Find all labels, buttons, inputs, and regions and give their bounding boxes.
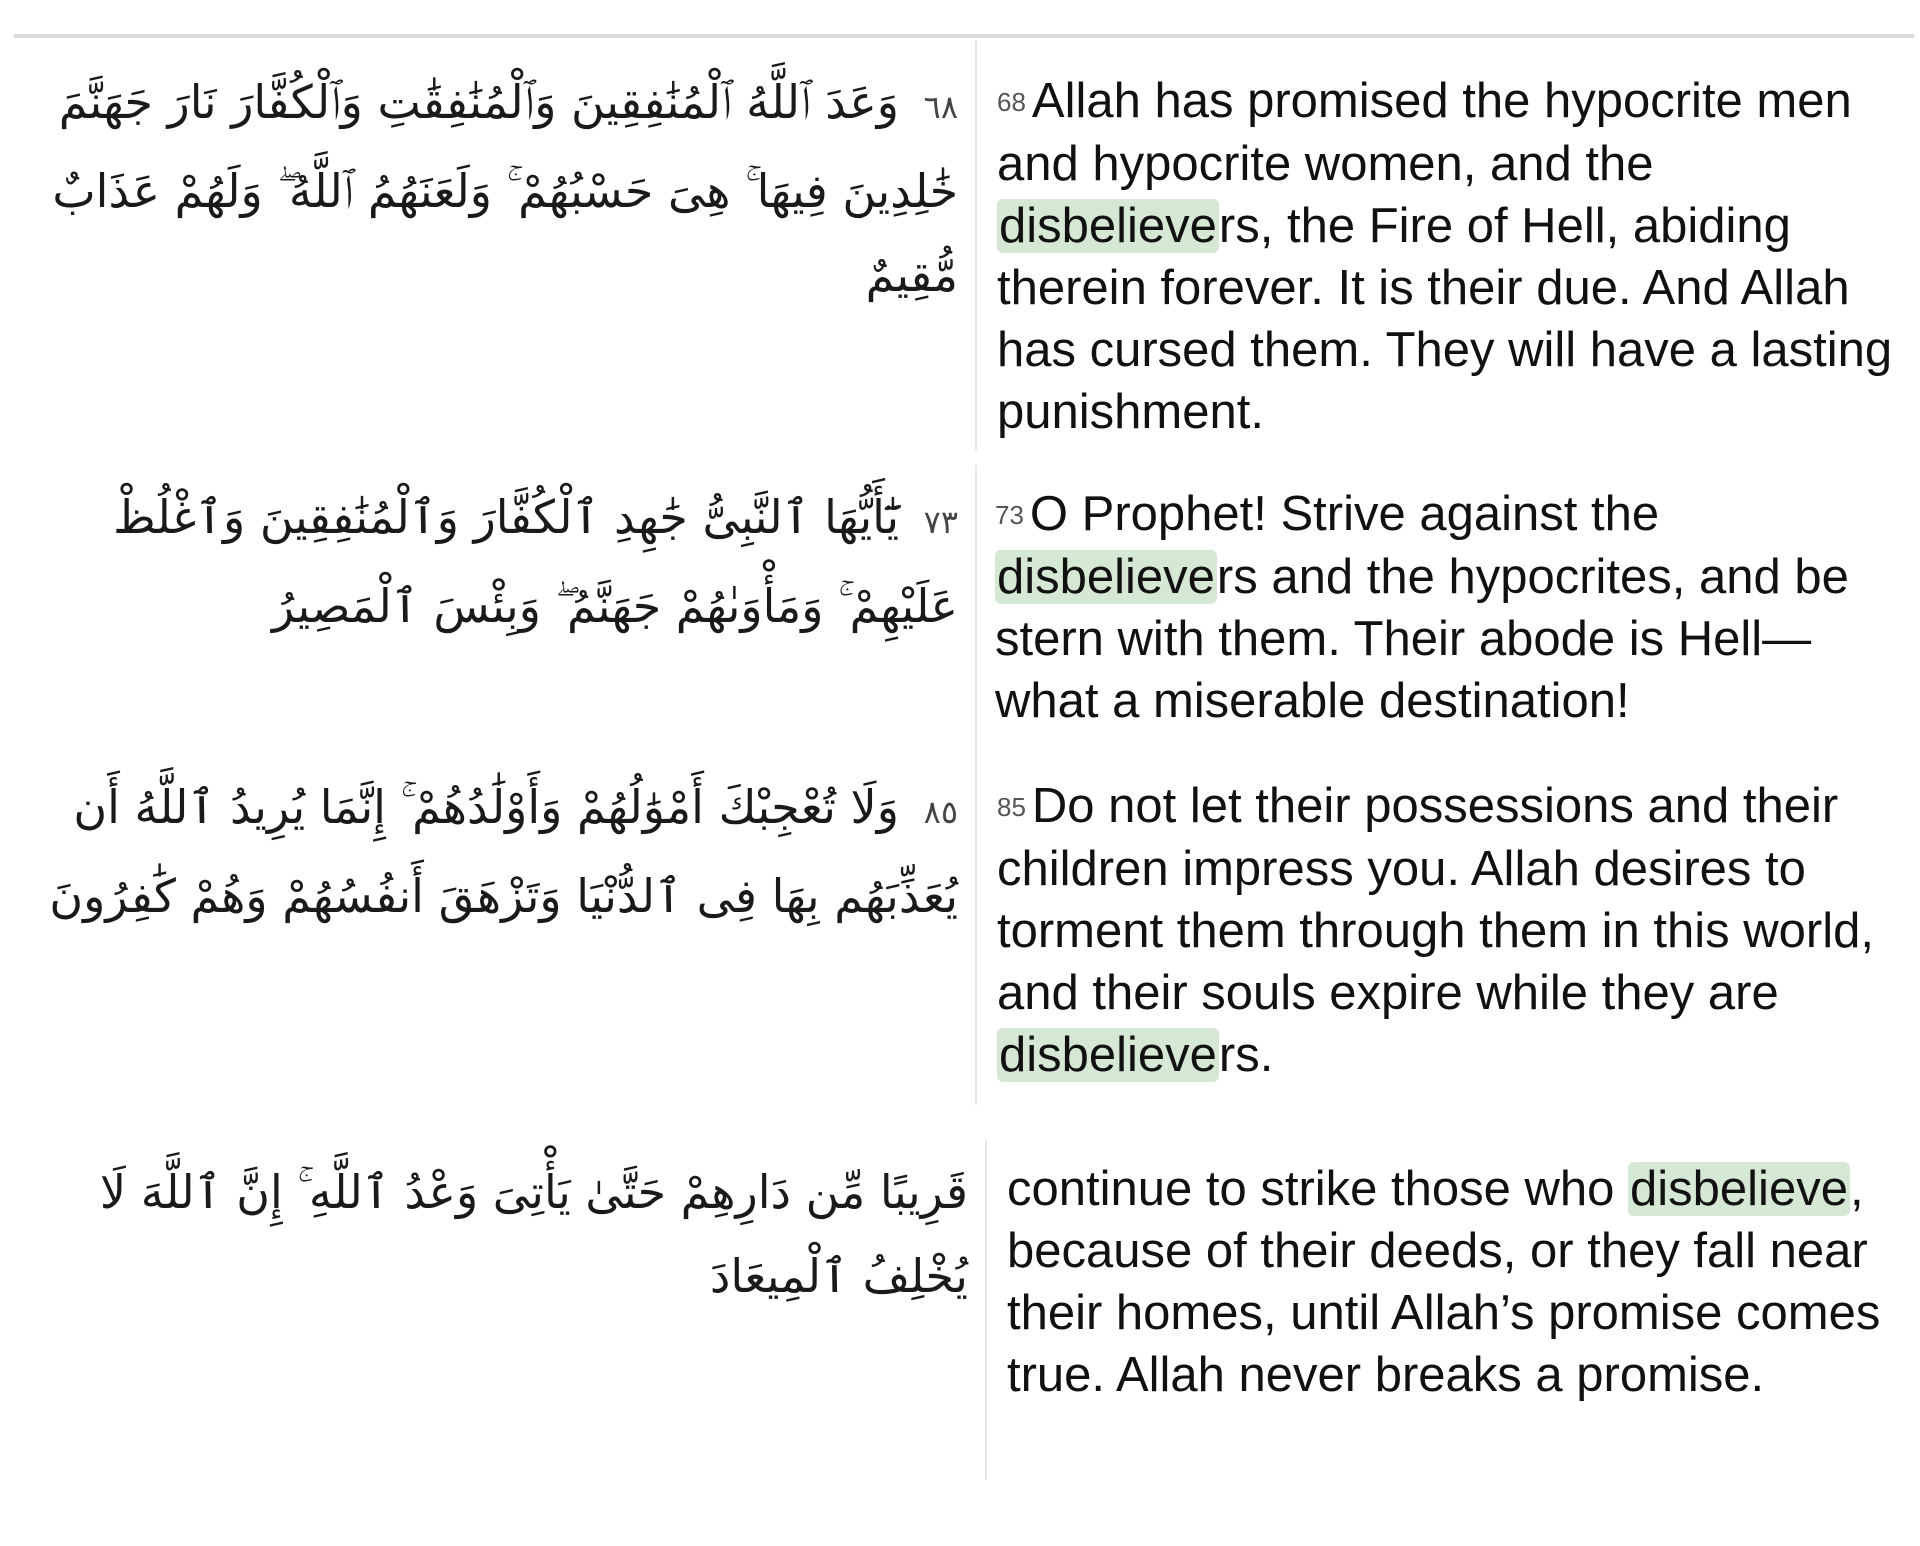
translation-text: continue to strike those who: [1007, 1162, 1629, 1216]
verse-number: 73: [995, 500, 1024, 530]
translation-text: rs, the Fire of Hell, abiding therein forever. It is their due. And Allah has cursed them. They will have a lasting punishment.: [997, 199, 1893, 439]
arabic-verse-number: ٦٨: [923, 88, 958, 126]
translation-text: O Prophet! Strive against the: [1029, 487, 1660, 541]
column-divider: [985, 1140, 987, 1480]
search-highlight: disbelieve: [997, 550, 1215, 604]
translation-text: Allah has promised the hypocrite men and hypocrite women, and the: [997, 74, 1852, 191]
arabic-verse-number: ٨٥: [923, 793, 958, 831]
verse-number: 85: [997, 792, 1026, 822]
verse-number: 68: [997, 87, 1026, 117]
top-divider: [14, 34, 1914, 38]
arabic-verse-number: ٧٣: [923, 503, 958, 541]
arabic-verse-text: وَلَا تُعْجِبْكَ أَمْوَٰلُهُمْ وَأَوْلَٰدُهُمْ ۚ إِنَّمَا يُرِيدُ ٱللَّهُ أَن يُعَذِّبَهُم بِهَا فِى ٱلدُّنْيَا وَتَزْهَقَ أَنفُسُهُمْ وَهُمْ كَٰفِرُونَ: [49, 780, 958, 923]
arabic-verse-text: يَٰٓأَيُّهَا ٱلنَّبِىُّ جَٰهِدِ ٱلْكُفَّارَ وَٱلْمُنَٰفِقِينَ وَٱغْلُظْ عَلَيْهِمْ ۚ وَمَأْوَىٰهُمْ جَهَنَّمُ ۖ وَبِئْسَ ٱلْمَصِيرُ: [113, 490, 958, 633]
arabic-text: [40, 60, 958, 317]
arabic-verse-text: وَعَدَ ٱللَّهُ ٱلْمُنَٰفِقِينَ وَٱلْمُنَٰفِقَٰتِ وَٱلْكُفَّارَ نَارَ جَهَنَّمَ خَٰلِدِينَ فِيهَا ۚ هِىَ حَسْبُهُمْ ۚ وَلَعَنَهُمُ ٱللَّهُ ۖ وَلَهُمْ عَذَابٌ مُّقِيمٌ: [52, 75, 958, 302]
search-highlight: disbelieve: [999, 1028, 1217, 1082]
search-highlight: disbelieve: [999, 199, 1217, 253]
arabic-verse-text: قَرِيبًا مِّن دَارِهِمْ حَتَّىٰ يَأْتِىَ وَعْدُ ٱللَّهِ ۚ إِنَّ ٱللَّهَ لَا يُخْلِفُ ٱلْمِيعَادَ: [99, 1165, 968, 1303]
verse-row-68: [0, 60, 1920, 450]
translation-text: Do not let their possessions and their children impress you. Allah desires to torment them through them in this world, and their souls expire while they are: [997, 779, 1874, 1020]
verse-row-continuation: [0, 1150, 1920, 1480]
english-translation: [995, 483, 1895, 732]
translation-text: rs.: [1218, 1028, 1274, 1082]
search-highlight: disbelieve: [1630, 1162, 1848, 1216]
column-divider: [975, 40, 977, 450]
english-translation: [1007, 1158, 1897, 1406]
translation-text: , because of their deeds, or they fall near their homes, until Allah’s promise comes true. Allah never breaks a promise.: [1007, 1162, 1881, 1402]
verse-row-73: [0, 475, 1920, 755]
translation-text: rs and the hypocrites, and be stern with them. Their abode is Hell—what a miserable destination!: [995, 550, 1849, 728]
arabic-text: [40, 1150, 968, 1318]
column-divider: [975, 755, 977, 1105]
arabic-text: [40, 475, 958, 648]
verse-row-85: [0, 765, 1920, 1105]
english-translation: [997, 70, 1897, 443]
column-divider: [975, 465, 977, 755]
arabic-text: [40, 765, 958, 938]
english-translation: [997, 775, 1897, 1086]
